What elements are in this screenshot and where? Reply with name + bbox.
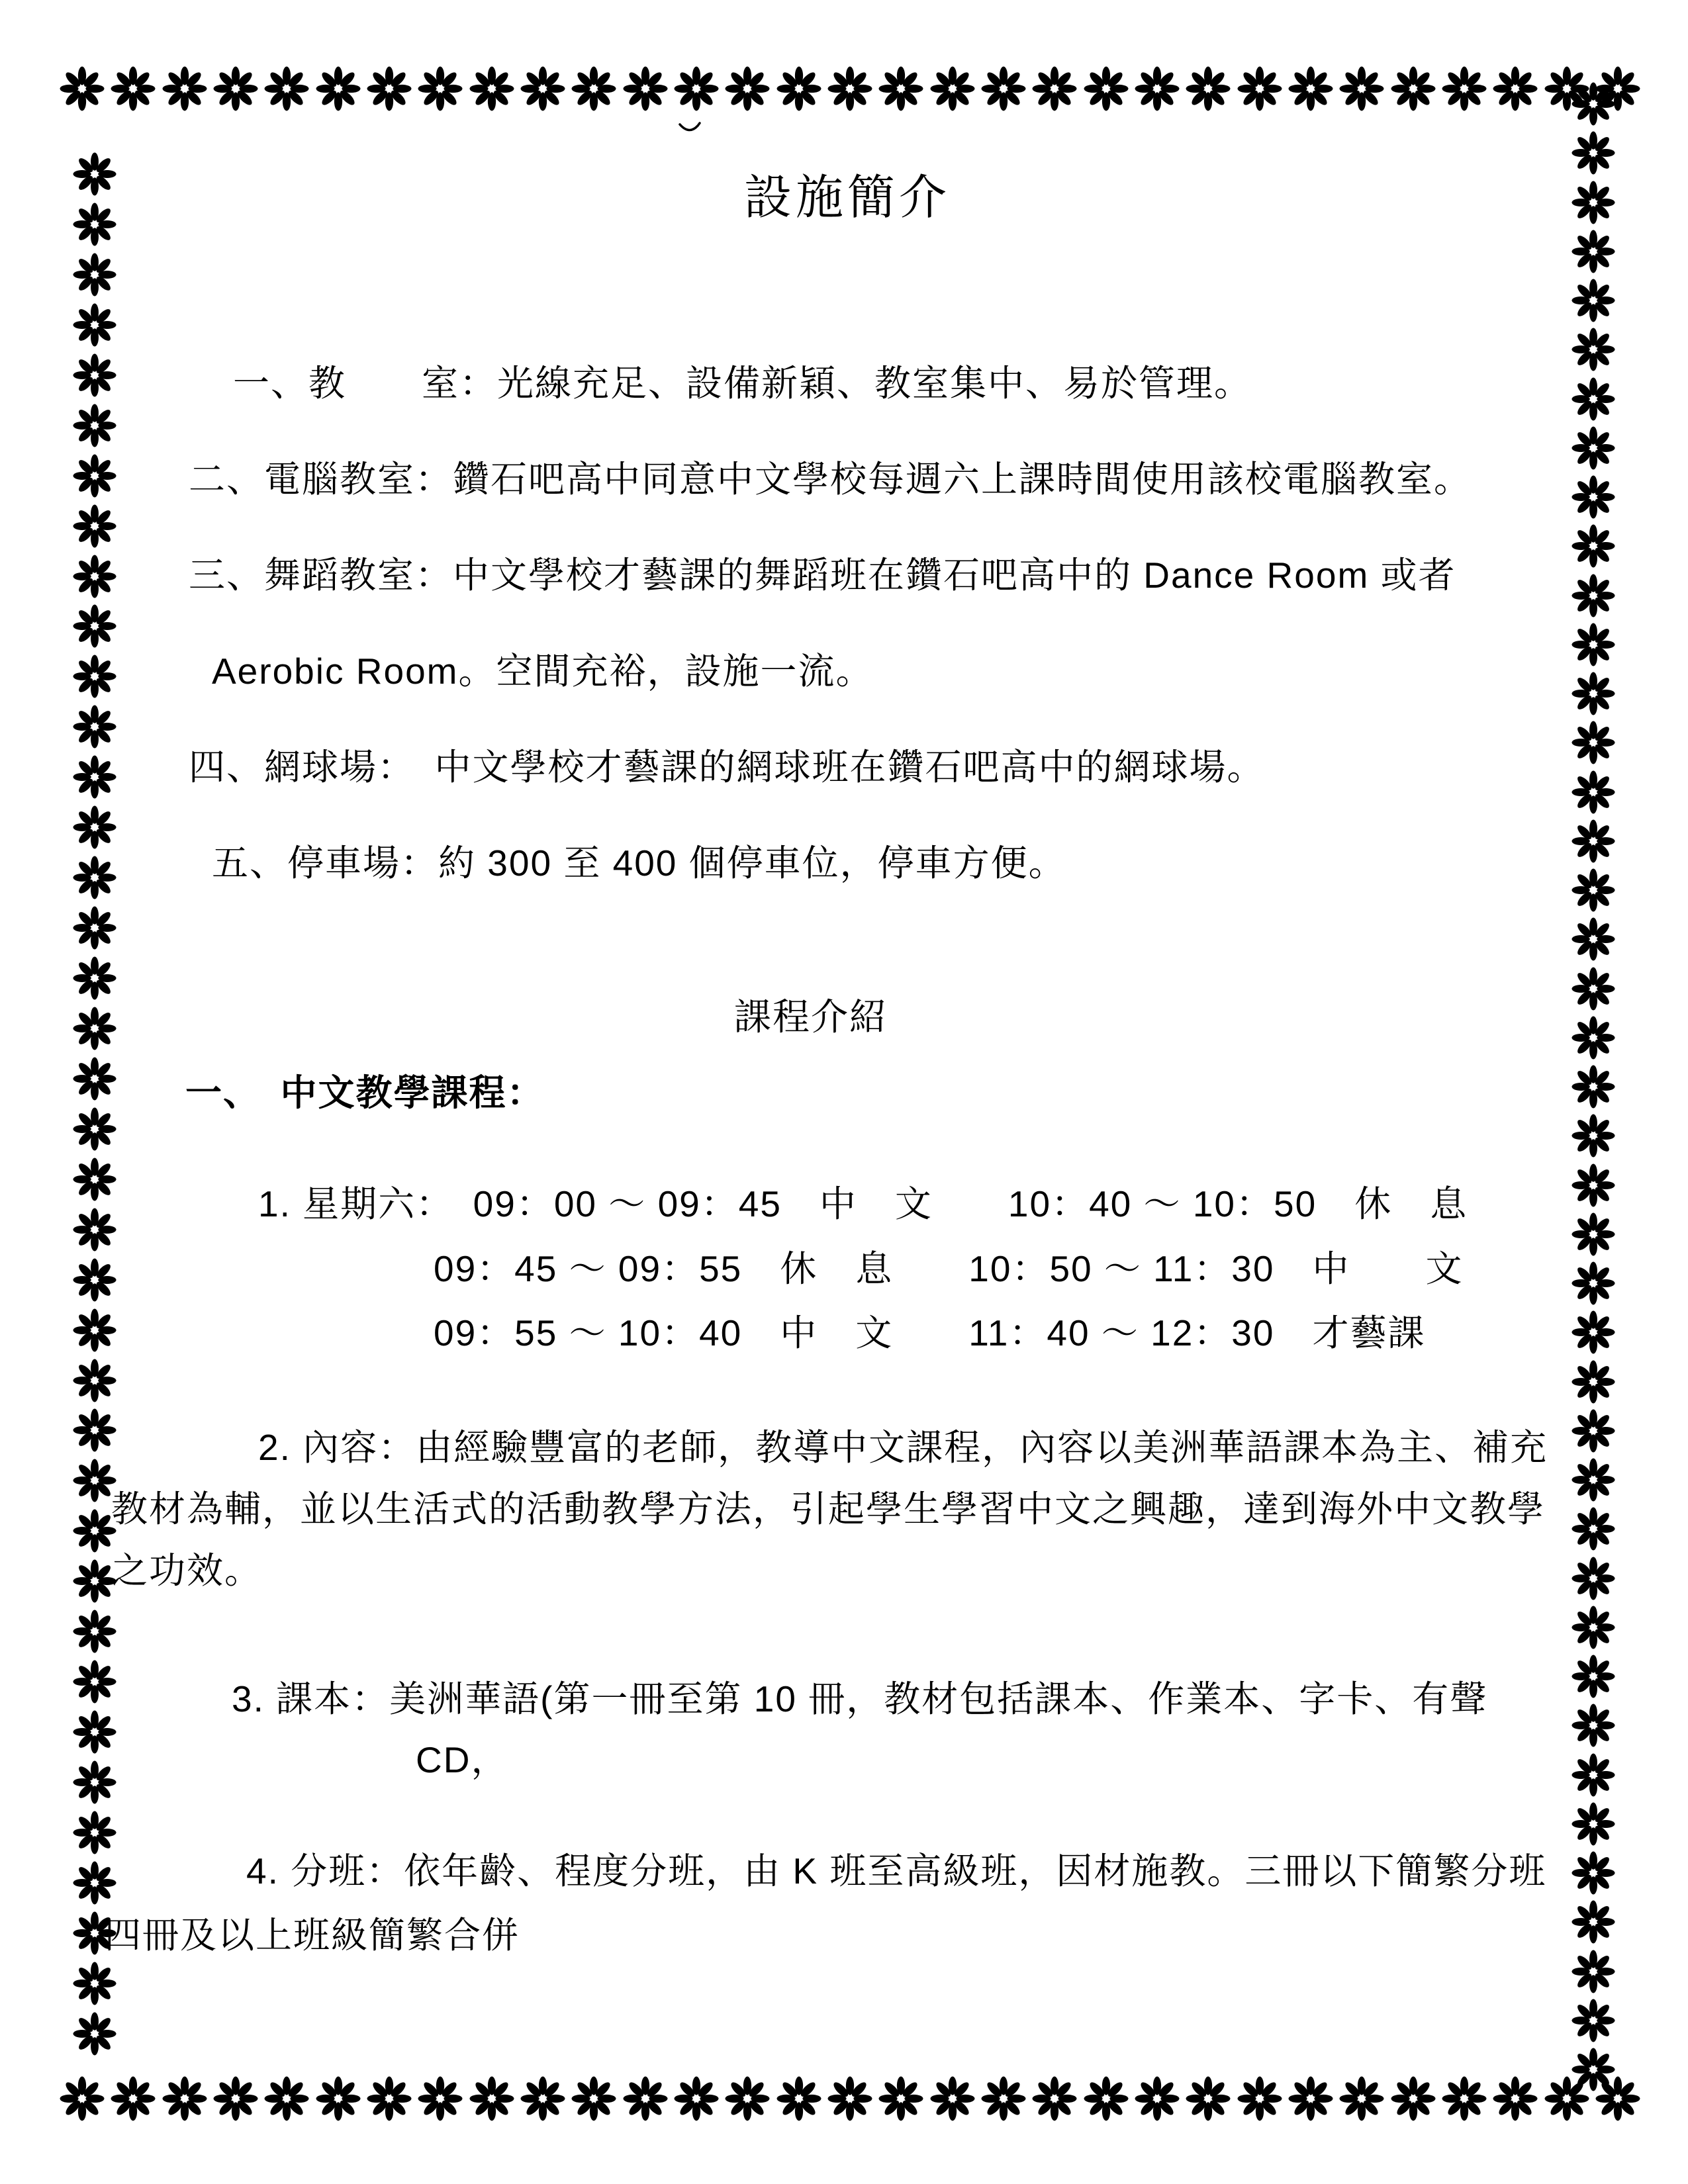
flower-asterisk-icon [71,2011,118,2057]
placement-paragraph-line: 四冊及以上班級簡繁合併 [105,1915,520,1956]
flower-asterisk-icon [1570,1211,1617,1257]
flower-asterisk-icon [212,2075,259,2122]
flower-asterisk-icon [71,603,118,649]
schedule-line: 09：55 ～ 10：40 中 文 11：40 ～ 12：30 才藝課 [434,1312,1426,1353]
facility-item-classroom: 一、教 室：光線充足、設備新穎、教室集中、易於管理。 [233,363,1252,404]
flower-asterisk-icon [212,65,259,113]
flower-asterisk-icon [71,1407,118,1453]
flower-asterisk-icon [58,65,106,113]
flower-asterisk-icon [161,65,209,113]
flower-asterisk-icon [724,2075,771,2122]
flower-asterisk-icon [416,65,464,113]
facility-item-dance: 三、舞蹈教室：中文學校才藝課的舞蹈班在鑽石吧高中的 Dance Room 或者 [189,555,1456,596]
flower-asterisk-icon [71,1809,118,1856]
flower-asterisk-icon [724,65,771,113]
flower-asterisk-icon [71,704,118,750]
flower-asterisk-icon [71,553,118,600]
flower-asterisk-icon [1440,65,1488,113]
flower-asterisk-icon [1570,769,1617,815]
flower-asterisk-icon [775,65,823,113]
flower-asterisk-icon [1133,65,1181,113]
flower-asterisk-icon [1570,277,1617,324]
stray-ink-dot [843,2089,849,2093]
flower-asterisk-icon [1236,65,1284,113]
flower-asterisk-icon [1570,1702,1617,1749]
flower-asterisk-icon [71,453,118,499]
flower-asterisk-icon [1338,65,1385,113]
flower-asterisk-icon [71,1206,118,1253]
courses-subsection-label: 一、 中文教學課程： [185,1072,545,1113]
flower-asterisk-icon [71,1357,118,1404]
flower-asterisk-icon [1570,81,1617,127]
flower-asterisk-icon [826,2075,874,2122]
flower-asterisk-icon [570,2075,618,2122]
flower-asterisk-icon [71,1759,118,1805]
facility-item-computer: 二、電腦教室：鑽石吧高中同意中文學校每週六上課時間使用該校電腦教室。 [189,459,1472,500]
flower-asterisk-icon [1184,2075,1232,2122]
flower-asterisk-icon [1570,425,1617,471]
flower-asterisk-icon [622,2075,669,2122]
flower-asterisk-icon [71,1608,118,1655]
flower-asterisk-icon [109,65,157,113]
flower-asterisk-icon [314,2075,362,2122]
flower-asterisk-icon [1570,2046,1617,2093]
flower-asterisk-icon [1082,65,1130,113]
facility-item-dance-cont: Aerobic Room。空間充裕，設施一流。 [212,651,874,692]
flower-asterisk-icon [71,1056,118,1102]
flower-asterisk-icon [1570,1653,1617,1700]
flower-asterisk-icon [71,503,118,549]
flower-asterisk-icon [71,1659,118,1705]
flower-asterisk-icon [1570,1506,1617,1552]
flower-asterisk-icon [71,804,118,850]
flower-asterisk-icon [71,1860,118,1906]
flower-asterisk-icon [71,955,118,1001]
flower-asterisk-icon [71,402,118,449]
flower-asterisk-icon [1570,1457,1617,1503]
flower-asterisk-icon [1570,1997,1617,2044]
flower-asterisk-icon [519,2075,567,2122]
flower-asterisk-icon [1389,2075,1437,2122]
flower-asterisk-icon [71,302,118,348]
border-right [1570,81,1617,2093]
flower-asterisk-icon [71,1156,118,1203]
flower-asterisk-icon [1570,916,1617,962]
schedule-line: 09：45 ～ 09：55 休 息 10：50 ～ 11：30 中 文 [434,1248,1464,1289]
flower-asterisk-icon [468,65,516,113]
flower-asterisk-icon [1570,1260,1617,1306]
flower-asterisk-icon [1031,2075,1078,2122]
flower-asterisk-icon [1570,474,1617,520]
flower-asterisk-icon [1570,130,1617,176]
flower-asterisk-icon [71,1960,118,2007]
flower-asterisk-icon [1570,1064,1617,1110]
flower-asterisk-icon [161,2075,209,2122]
flower-asterisk-icon [365,65,413,113]
flower-asterisk-icon [1287,2075,1335,2122]
flower-asterisk-icon [1570,867,1617,913]
placement-paragraph-line: 4. 分班：依年齡、程度分班，由 K 班至高級班，因材施教。三冊以下簡繁分班 [246,1850,1547,1891]
flower-asterisk-icon [1570,1899,1617,1945]
flower-asterisk-icon [71,754,118,800]
flower-asterisk-icon [71,1106,118,1152]
flower-asterisk-icon [1570,621,1617,668]
flower-asterisk-icon [1236,2075,1284,2122]
flower-asterisk-icon [1570,1850,1617,1896]
flower-asterisk-icon [1389,65,1437,113]
flower-asterisk-icon [58,2075,106,2122]
flower-asterisk-icon [71,1257,118,1303]
flower-asterisk-icon [1570,1801,1617,1847]
textbook-paragraph-line: CD， [416,1739,509,1780]
flower-asterisk-icon [1570,1162,1617,1208]
content-paragraph-line: 2. 內容：由經驗豐富的老師，教導中文課程，內容以美洲華語課本為主、補充 [258,1427,1548,1468]
page-title: 設施簡介 [743,171,951,224]
flower-asterisk-icon [622,65,669,113]
flower-asterisk-icon [1440,2075,1488,2122]
facility-item-tennis: 四、網球場： 中文學校才藝課的網球班在鑽石吧高中的網球場。 [189,747,1265,788]
flower-asterisk-icon [1570,719,1617,766]
border-bottom [58,2075,1642,2124]
section-heading-courses: 課程介紹 [734,996,888,1038]
flower-asterisk-icon [1287,65,1335,113]
flower-asterisk-icon [1570,1113,1617,1159]
flower-asterisk-icon [1082,2075,1130,2122]
flower-asterisk-icon [877,65,925,113]
flower-asterisk-icon [71,905,118,951]
border-top [58,65,1642,114]
border-left [71,151,118,2057]
flower-asterisk-icon [109,2075,157,2122]
flower-asterisk-icon [1570,572,1617,619]
textbook-paragraph-line: 3. 課本：美洲華語(第一冊至第 10 冊，教材包括課本、作業本、字卡、有聲 [232,1678,1488,1719]
flower-asterisk-icon [1570,1359,1617,1405]
flower-asterisk-icon [1133,2075,1181,2122]
flower-asterisk-icon [1570,1604,1617,1651]
flower-asterisk-icon [365,2075,413,2122]
flower-asterisk-icon [1338,2075,1385,2122]
flower-asterisk-icon [263,2075,310,2122]
flower-asterisk-icon [929,65,976,113]
flower-asterisk-icon [929,2075,976,2122]
flower-asterisk-icon [71,653,118,700]
flower-asterisk-icon [1491,2075,1539,2122]
flower-asterisk-icon [1570,1309,1617,1355]
flower-asterisk-icon [416,2075,464,2122]
content-paragraph-line: 教材為輔，並以生活式的活動教學方法，引起學生學習中文之興趣，達到海外中文教學 [111,1488,1546,1529]
flower-asterisk-icon [1570,818,1617,864]
flower-asterisk-icon [71,854,118,901]
flower-asterisk-icon [71,1307,118,1353]
flower-asterisk-icon [263,65,310,113]
flower-asterisk-icon [980,65,1027,113]
facility-item-parking: 五、停車場：約 300 至 400 個停車位，停車方便。 [212,842,1066,884]
flower-asterisk-icon [71,1709,118,1755]
flower-asterisk-icon [468,2075,516,2122]
flower-asterisk-icon [1570,1555,1617,1602]
flower-asterisk-icon [1570,1948,1617,1995]
flower-asterisk-icon [1570,376,1617,422]
stray-ink-mark [679,120,701,136]
flower-asterisk-icon [673,2075,720,2122]
flower-asterisk-icon [1031,65,1078,113]
flower-asterisk-icon [673,65,720,113]
flower-asterisk-icon [1570,1752,1617,1798]
flower-asterisk-icon [1570,670,1617,717]
schedule-line: 1. 星期六： 09：00 ～ 09：45 中 文 10：40 ～ 10：50 休 息 [258,1183,1468,1224]
flower-asterisk-icon [1184,65,1232,113]
flower-asterisk-icon [519,65,567,113]
flower-asterisk-icon [877,2075,925,2122]
flower-asterisk-icon [570,65,618,113]
flower-asterisk-icon [980,2075,1027,2122]
flower-asterisk-icon [826,65,874,113]
flower-asterisk-icon [1570,326,1617,373]
content-paragraph-line: 之功效。 [111,1550,263,1591]
flower-asterisk-icon [1570,228,1617,275]
flower-asterisk-icon [1570,523,1617,569]
flower-asterisk-icon [1491,65,1539,113]
flower-asterisk-icon [1570,1408,1617,1454]
flower-asterisk-icon [71,352,118,398]
flower-asterisk-icon [314,65,362,113]
flower-asterisk-icon [775,2075,823,2122]
flower-asterisk-icon [71,251,118,298]
